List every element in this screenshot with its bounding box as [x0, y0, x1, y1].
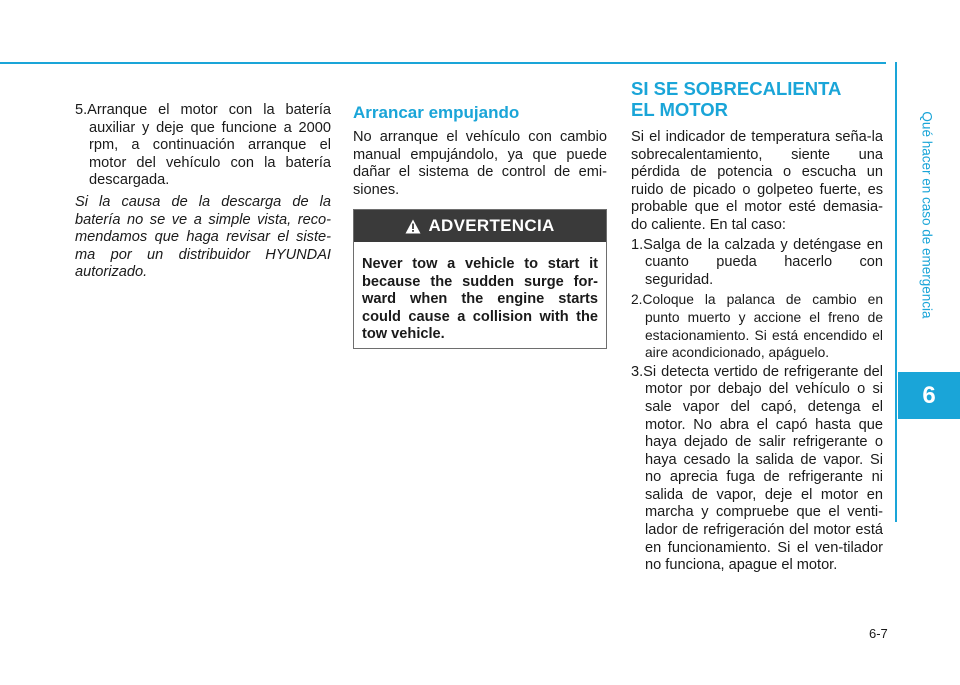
- warning-text: Never tow a vehicle to start it because the sudden surge for-ward when the engine starts could cause a collision with the tow vehicle.: [362, 256, 598, 343]
- step-5-text: 5.Arranque el motor con la batería auxiliar y deje que funcione a 2000 rpm, a continuación arranque el motor del vehículo con la batería descargada.: [75, 102, 331, 189]
- warning-triangle-icon: [405, 219, 421, 234]
- warning-title: ADVERTENCIA: [428, 216, 555, 235]
- chapter-number-tab: 6: [898, 372, 960, 419]
- page-number: 6-7: [869, 626, 888, 641]
- push-start-heading: Arrancar empujando: [353, 103, 520, 122]
- column-2: [353, 102, 607, 199]
- chapter-side-label: Qué hacer en caso de emergencia: [919, 111, 935, 319]
- overheat-heading-line-1: SI SE SOBRECALIENTA: [631, 78, 842, 99]
- overheat-step-3: 3.Si detecta vertido de refrigerante del motor por debajo del vehículo o si sale vapor del capó, detenga el motor. No abra el capó hasta que haya dejado de salir refrigerante o haya cesado la salida de vapor. Si no aprecia fuga de refrigerante ni salida de vapor, deje el motor en marcha y compruebe que el venti-lador de refrigeración del motor está en funcionamiento. Si el ven-tilador no funciona, apague el motor.: [631, 363, 883, 574]
- overheat-intro: Si el indicador de temperatura seña-la sobrecalentamiento, siente una pérdida de potencia o escucha un ruido de picado o golpeteo fuerte, es probable que el motor esté demasia-do caliente. En tal caso:: [631, 129, 883, 233]
- overheat-step-2: 2.Coloque la palanca de cambio en punto muerto y accione el freno de estacionamiento. Si está encendido el aire acondicionado, apáguelo.: [631, 292, 883, 361]
- column-1: [75, 102, 331, 282]
- top-rule: [0, 62, 886, 64]
- side-rule: [895, 62, 897, 522]
- push-start-body: No arranque el vehículo con cambio manual empujándolo, ya que puede dañar el sistema de control de emi-siones.: [353, 129, 607, 198]
- overheat-heading: [631, 78, 883, 120]
- overheat-heading-line-2: EL MOTOR: [631, 99, 728, 120]
- warning-box: [353, 209, 607, 349]
- warning-header: [354, 210, 606, 242]
- battery-note: Si la causa de la descarga de la batería no se ve a simple vista, reco-mendamos que haga revisar el siste-ma por un distribuidor HYUNDAI autorizado.: [75, 193, 331, 281]
- overheat-step-1: 1.Salga de la calzada y deténgase en cuanto pueda hacerlo con seguridad.: [631, 236, 883, 288]
- column-3: [631, 78, 883, 575]
